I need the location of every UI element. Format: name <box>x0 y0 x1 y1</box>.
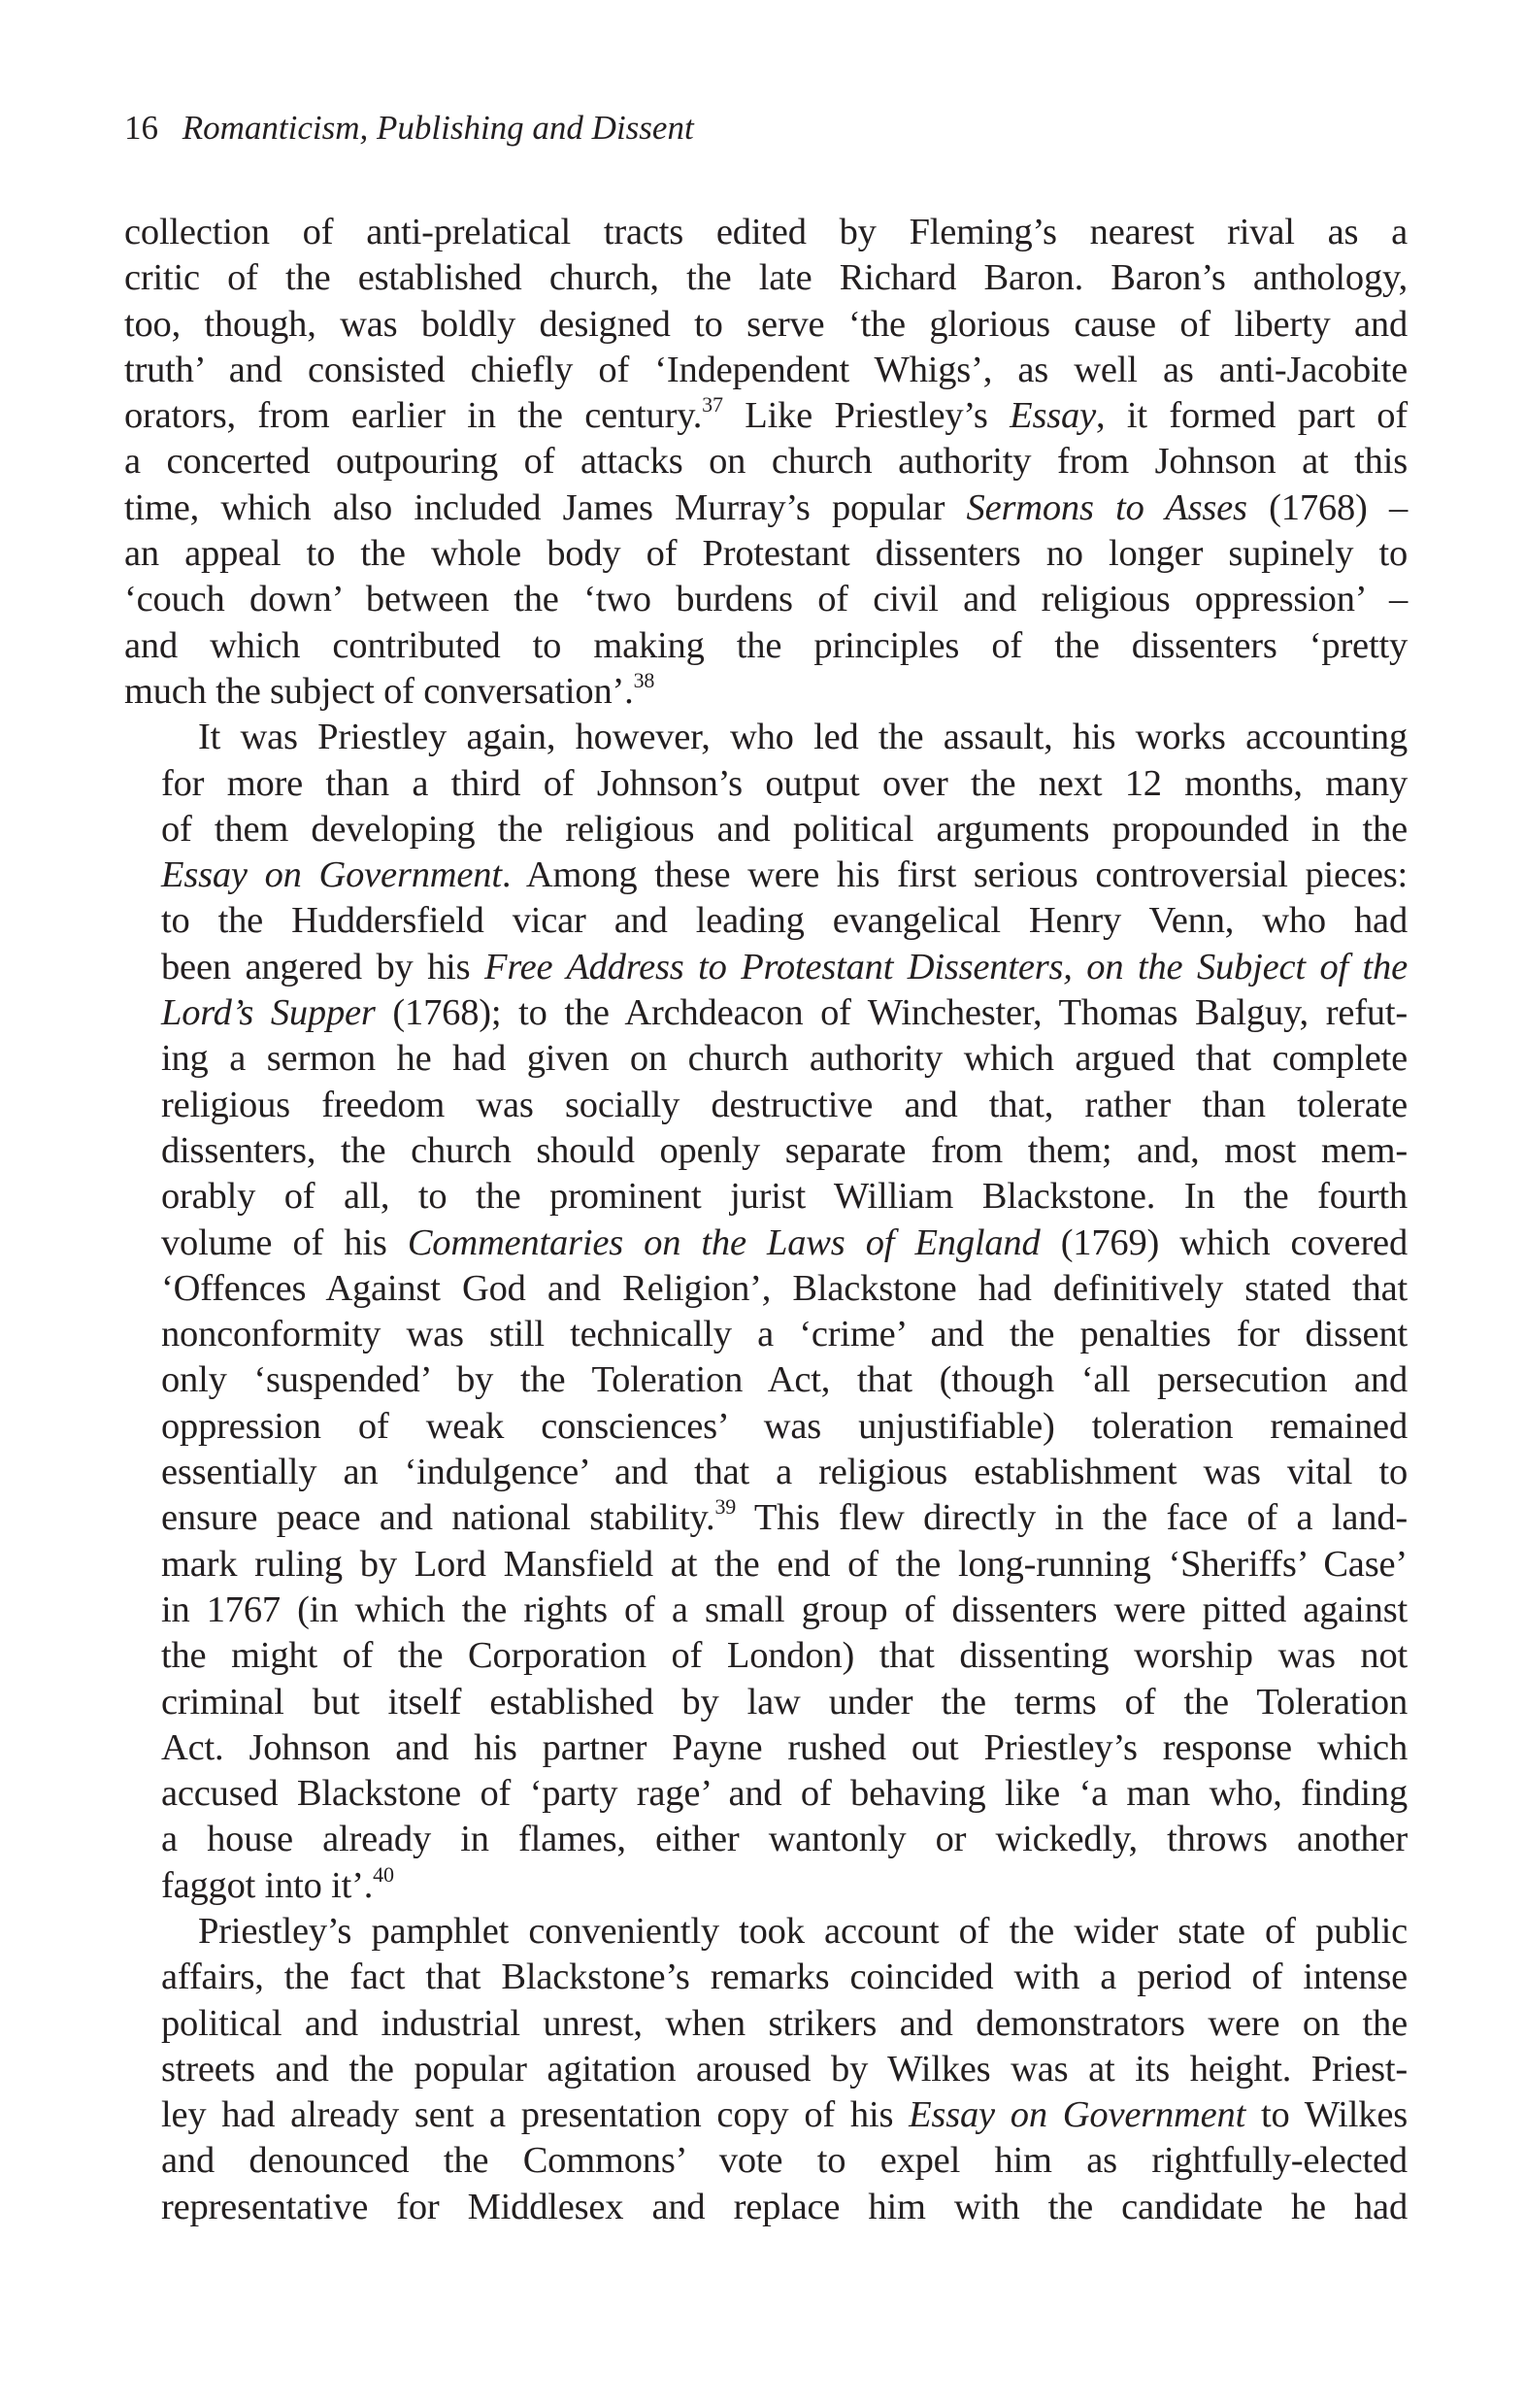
text-run: ‘couch down’ between the ‘two burdens of civil and religious oppression’ – <box>124 579 1408 620</box>
text-line <box>124 853 1408 898</box>
text-run: (1768) – <box>1246 486 1409 528</box>
text-run: critic of the established church, the late Richard Baron. Baron’s anthology, <box>124 257 1408 299</box>
text-run: (1768); to the Archdeacon of Winchester, Thomas Balguy, refut- <box>375 992 1408 1034</box>
text-run: It was Priestley again, however, who led the assault, his works accounting <box>198 717 1408 758</box>
text-line <box>124 1542 1408 1588</box>
text-run: much the subject of conversation’. <box>124 670 634 712</box>
work-title: Sermons to Asses <box>966 486 1247 528</box>
text-line <box>124 577 1408 622</box>
running-head <box>124 109 694 148</box>
text-run: ensure peace and national stability. <box>161 1497 715 1539</box>
text-run: This flew directly in the face of a land- <box>736 1497 1408 1539</box>
work-title: Lord’s Supper <box>161 992 376 1034</box>
text-run: (1769) which covered <box>1040 1221 1408 1263</box>
text-run: religious freedom was socially destructive and that, rather than tolerate <box>161 1084 1408 1125</box>
text-line <box>124 2047 1408 2092</box>
text-run: political and industrial unrest, when strikers and demonstrators were on the <box>161 2002 1408 2044</box>
text-line <box>124 1955 1408 2000</box>
text-run: representative for Middlesex and replace him with the candidate he had <box>161 2186 1408 2227</box>
text-line <box>124 1128 1408 1174</box>
text-run: orably of all, to the prominent jurist William Blackstone. In the fourth <box>161 1176 1408 1218</box>
text-run: faggot into it’. <box>161 1864 374 1906</box>
text-run: essentially an ‘indulgence’ and that a religious establishment was vital to <box>161 1452 1408 1493</box>
text-line <box>124 623 1408 669</box>
text-line <box>124 761 1408 807</box>
text-run: Priestley’s pamphlet conveniently took account of the wider state of public <box>198 1910 1408 1952</box>
text-line <box>124 1909 1408 1955</box>
text-line <box>124 2001 1408 2047</box>
text-line <box>124 1174 1408 1220</box>
text-run: only ‘suspended’ by the Toleration Act, that (though ‘all persecution and <box>161 1359 1408 1401</box>
text-line <box>124 1036 1408 1082</box>
text-line <box>124 1221 1408 1266</box>
text-run: a house already in flames, either wantonly or wickedly, throws another <box>161 1819 1408 1860</box>
text-line <box>124 439 1408 485</box>
text-run: oppression of weak consciences’ was unjustifiable) toleration remained <box>161 1405 1408 1447</box>
text-line <box>124 1266 1408 1312</box>
text-run: . Among these were his first serious controversial pieces: <box>501 854 1408 896</box>
text-run: Act. Johnson and his partner Payne rushed out Priestley’s response which <box>161 1726 1408 1768</box>
text-run: been angered by his <box>161 946 484 987</box>
text-line <box>124 531 1408 577</box>
book-title: Romanticism, Publishing and Dissent <box>182 109 694 147</box>
text-line <box>124 1633 1408 1679</box>
text-line <box>124 2092 1408 2138</box>
text-run: of them developing the religious and political arguments propounded in the <box>161 808 1408 850</box>
text-run: truth’ and consisted chiefly of ‘Independent Whigs’, as well as anti-Jacobite <box>124 349 1408 390</box>
text-run: in 1767 (in which the rights of a small group of dissenters were pitted against <box>161 1589 1408 1630</box>
page-number: 16 <box>124 109 158 147</box>
paragraph <box>124 715 1408 1909</box>
text-run: the might of the Corporation of London) that dissenting worship was not <box>161 1635 1408 1677</box>
work-title: Essay on Government <box>161 854 502 896</box>
text-run: time, which also included James Murray’s popular <box>124 486 967 528</box>
footnote-marker[interactable]: 37 <box>702 392 723 418</box>
text-line <box>124 255 1408 301</box>
text-run: too, though, was boldly designed to serve ‘the glorious cause of liberty and <box>124 303 1408 345</box>
text-line <box>124 807 1408 853</box>
work-title: Free Address to Protestant Dissenters, on the Subject of the <box>484 946 1408 987</box>
text-line <box>124 945 1408 990</box>
text-run: an appeal to the whole body of Protestant dissenters no longer supinely to <box>124 533 1408 575</box>
text-line <box>124 1725 1408 1771</box>
text-line <box>124 1771 1408 1817</box>
text-run: nonconformity was still technically a ‘crime’ and the penalties for dissent <box>161 1314 1408 1355</box>
text-line <box>124 669 1408 715</box>
footnote-marker[interactable]: 39 <box>714 1494 737 1520</box>
text-line <box>124 348 1408 393</box>
text-run: volume of his <box>161 1221 408 1263</box>
text-line <box>124 210 1408 255</box>
text-run: Like Priestley’s <box>722 395 1011 437</box>
text-run: and denounced the Commons’ vote to expel him as rightfully-elected <box>161 2140 1408 2182</box>
text-line <box>124 1495 1408 1541</box>
text-run: ley had already sent a presentation copy of his <box>161 2094 910 2136</box>
text-line <box>124 485 1408 531</box>
paragraph <box>124 1909 1408 2230</box>
text-run: accused Blackstone of ‘party rage’ and of behaving like ‘a man who, finding <box>161 1773 1408 1815</box>
footnote-marker[interactable]: 40 <box>373 1861 394 1887</box>
text-run: to Wilkes <box>1245 2094 1409 2136</box>
text-run: collection of anti-prelatical tracts edited by Fleming’s nearest rival as a <box>124 212 1408 252</box>
text-run: ing a sermon he had given on church authority which argued that complete <box>161 1038 1408 1080</box>
work-title: Essay <box>1010 395 1096 437</box>
text-line <box>124 302 1408 348</box>
text-line <box>124 393 1408 439</box>
text-line <box>124 1357 1408 1403</box>
text-run: to the Huddersfield vicar and leading evangelical Henry Venn, who had <box>161 900 1408 942</box>
text-line <box>124 1863 1408 1909</box>
text-line <box>124 2185 1408 2230</box>
text-line <box>124 1450 1408 1495</box>
work-title: Commentaries on the Laws of England <box>407 1221 1041 1263</box>
text-line <box>124 1312 1408 1357</box>
text-line <box>124 1588 1408 1633</box>
text-run: mark ruling by Lord Mansfield at the end of the long-running ‘Sheriffs’ Case’ <box>161 1543 1408 1585</box>
text-line <box>124 990 1408 1036</box>
text-line <box>124 1680 1408 1725</box>
text-run: , it formed part of <box>1095 395 1408 437</box>
work-title: Essay on Government <box>909 2094 1246 2136</box>
text-line <box>124 2138 1408 2184</box>
text-run: a concerted outpouring of attacks on church authority from Johnson at this <box>124 441 1408 483</box>
text-line <box>124 715 1408 760</box>
text-run: orators, from earlier in the century. <box>124 395 703 437</box>
text-line <box>124 1083 1408 1128</box>
paragraph <box>124 210 1408 715</box>
text-run: streets and the popular agitation aroused by Wilkes was at its height. Priest- <box>161 2048 1408 2090</box>
text-run: for more than a third of Johnson’s output over the next 12 months, many <box>161 762 1408 804</box>
body-text <box>124 210 1408 2230</box>
text-line <box>124 1817 1408 1862</box>
text-run: dissenters, the church should openly separate from them; and, most mem- <box>161 1129 1408 1171</box>
text-run: ‘Offences Against God and Religion’, Blackstone had definitively stated that <box>161 1267 1408 1309</box>
footnote-marker[interactable]: 38 <box>633 667 655 692</box>
text-run: criminal but itself established by law under the terms of the Toleration <box>161 1681 1408 1722</box>
text-line <box>124 1404 1408 1450</box>
text-run: affairs, the fact that Blackstone’s remarks coincided with a period of intense <box>161 1956 1408 1998</box>
text-run: and which contributed to making the principles of the dissenters ‘pretty <box>124 624 1408 666</box>
text-line <box>124 898 1408 944</box>
